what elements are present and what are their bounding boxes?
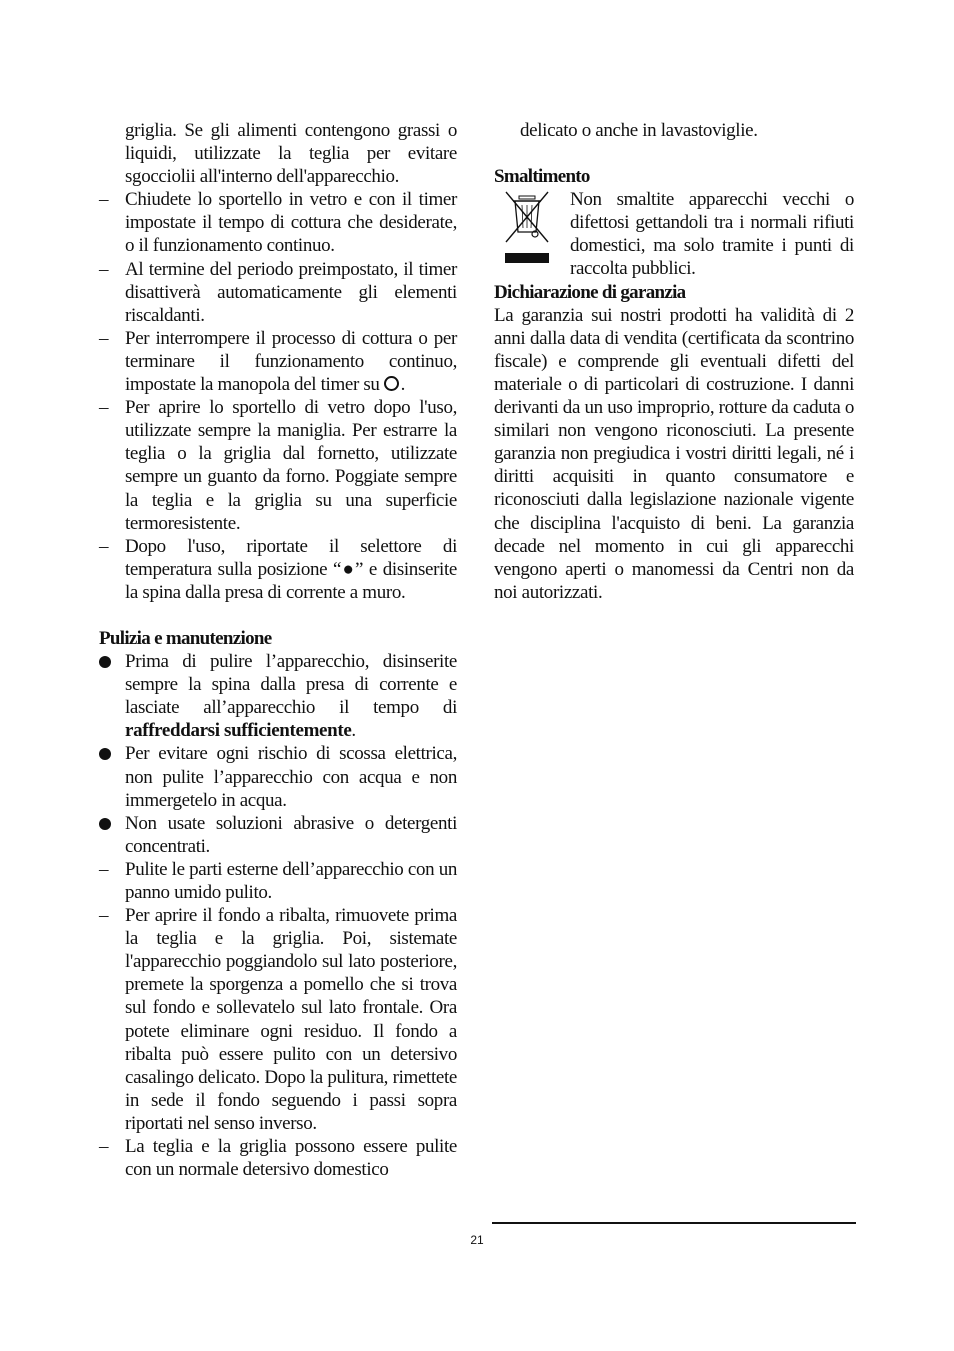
list-item <box>99 258 457 327</box>
list-item <box>99 812 457 858</box>
list-item-text: Pulite le parti esterne dell’apparecchio con un panno umido pulito. <box>125 858 457 903</box>
right-column <box>494 119 854 604</box>
list-item-text-end: . <box>351 720 356 742</box>
dash-marker: – <box>99 1136 109 1158</box>
dash-marker: – <box>99 858 109 880</box>
list-item-text: La teglia e la griglia possono essere pulite con un normale detersivo domestico <box>125 1136 457 1181</box>
dash-marker: – <box>99 397 109 419</box>
list-item <box>99 327 457 396</box>
left-column <box>99 119 457 1181</box>
list-item <box>99 535 457 604</box>
list-item-text: Per aprire lo sportello di vetro dopo l'uso, utilizzate sempre la maniglia. Per estrarre la teglia o la griglia dal fornetto, utilizzate sempre un guanto da forno. Poggiate sempre la teglia e la griglia su una superficie termoresistente. <box>125 397 457 534</box>
dash-marker: – <box>99 905 109 927</box>
list-item <box>99 904 457 1135</box>
continuation-text: delicato o anche in lavastoviglie. <box>520 120 758 141</box>
list-item-text: Non usate soluzioni abrasive o detergenti concentrati. <box>125 812 457 857</box>
list-item-text-end: . <box>400 374 405 396</box>
bullet-dot-icon <box>99 812 119 836</box>
continuation-text: griglia. Se gli alimenti contengono grassi o liquidi, utilizzate la teglia per evitare sgocciolii all'interno dell'apparecchio. <box>125 120 457 188</box>
list-item-text: Per aprire il fondo a ribalta, rimuovete prima la teglia e la griglia. Poi, sistemate l'apparecchio poggiandolo sul lato posteriore, premete la sporgenza a pomello che si trova sul fondo e sollevatelo sul lato frontale. Ora potete eliminare ogni residuo. Il fondo a ribalta può essere pulito con un detersivo casalingo delicato. Dopo la pulitura, rimettete in sede il fondo seguendo i passi sopra riportati nel senso inverso. <box>125 905 457 1134</box>
disposal-text: Non smaltite apparecchi vecchi o difettosi gettandoli tra i normali rifiuti domestici, ma solo tramite i punti di raccolta pubblici. <box>570 189 854 280</box>
list-item-text: Chiudete lo sportello in vetro e con il timer impostate il tempo di cottura che desiderate, o il funzionamento continuo. <box>125 189 457 257</box>
list-item <box>99 396 457 535</box>
list-item <box>99 650 457 742</box>
bullet-dot-icon <box>99 742 119 766</box>
list-item <box>99 742 457 811</box>
disposal-block <box>494 188 854 280</box>
list-item <box>99 1135 457 1181</box>
footer-divider <box>492 1222 856 1224</box>
list-item-text: Per evitare ogni rischio di scossa elettrica, non pulite l’apparecchio con acqua e non immergetelo in acqua. <box>125 743 457 811</box>
dash-marker: – <box>99 327 109 349</box>
list-item-text: Prima di pulire l’apparecchio, disinserite sempre la spina dalla presa di corrente e lasciate all’apparecchio il tempo di <box>125 651 457 719</box>
list-item-text: Al termine del periodo preimpostato, il timer disattiverà automaticamente gli elementi riscaldanti. <box>125 258 457 326</box>
timer-off-icon <box>384 376 399 391</box>
list-item-text: Dopo l'uso, riportate il selettore di temperatura sulla posizione “●” e disinserite la spina dalla presa di corrente a muro. <box>125 535 457 603</box>
warranty-text: La garanzia sui nostri prodotti ha validità di 2 anni dalla data di vendita (certificata da scontrino fiscale) e comprende gli eventuali difetti del materiale o di particolari di costruzione. I danni derivanti da un uso improprio, rotture da caduta o similari non vengono riconosciuti. La presente garanzia non pregiudica i vostri diritti legali, né i diritti acquisiti in quanto consumatore e riconosciuti dalla legislazione nazionale vigente che disciplina l'acquisto di beni. La garanzia decade nel momento in cui gli apparecchi vengono aperti o manomessi da Centri non da noi autorizzati. <box>494 304 854 603</box>
emphasis-text: raffreddarsi sufficientemente <box>125 720 352 742</box>
list-item <box>99 858 457 904</box>
dash-marker: – <box>99 189 109 211</box>
bullet-dot-icon <box>99 650 119 674</box>
list-item-text: Per interrompere il processo di cottura o per terminare il funzionamento continuo, impostate la manopola del timer su <box>125 327 457 396</box>
section-heading-cleaning: Pulizia e manutenzione <box>99 627 272 649</box>
dash-marker: – <box>99 535 109 557</box>
list-item <box>99 188 457 257</box>
crossed-out-wheelie-bin-icon <box>504 190 550 270</box>
section-heading-disposal: Smaltimento <box>494 166 590 188</box>
dash-marker: – <box>99 258 109 280</box>
page-number: 21 <box>470 1233 484 1247</box>
section-heading-warranty: Dichiarazione di garanzia <box>494 281 686 303</box>
